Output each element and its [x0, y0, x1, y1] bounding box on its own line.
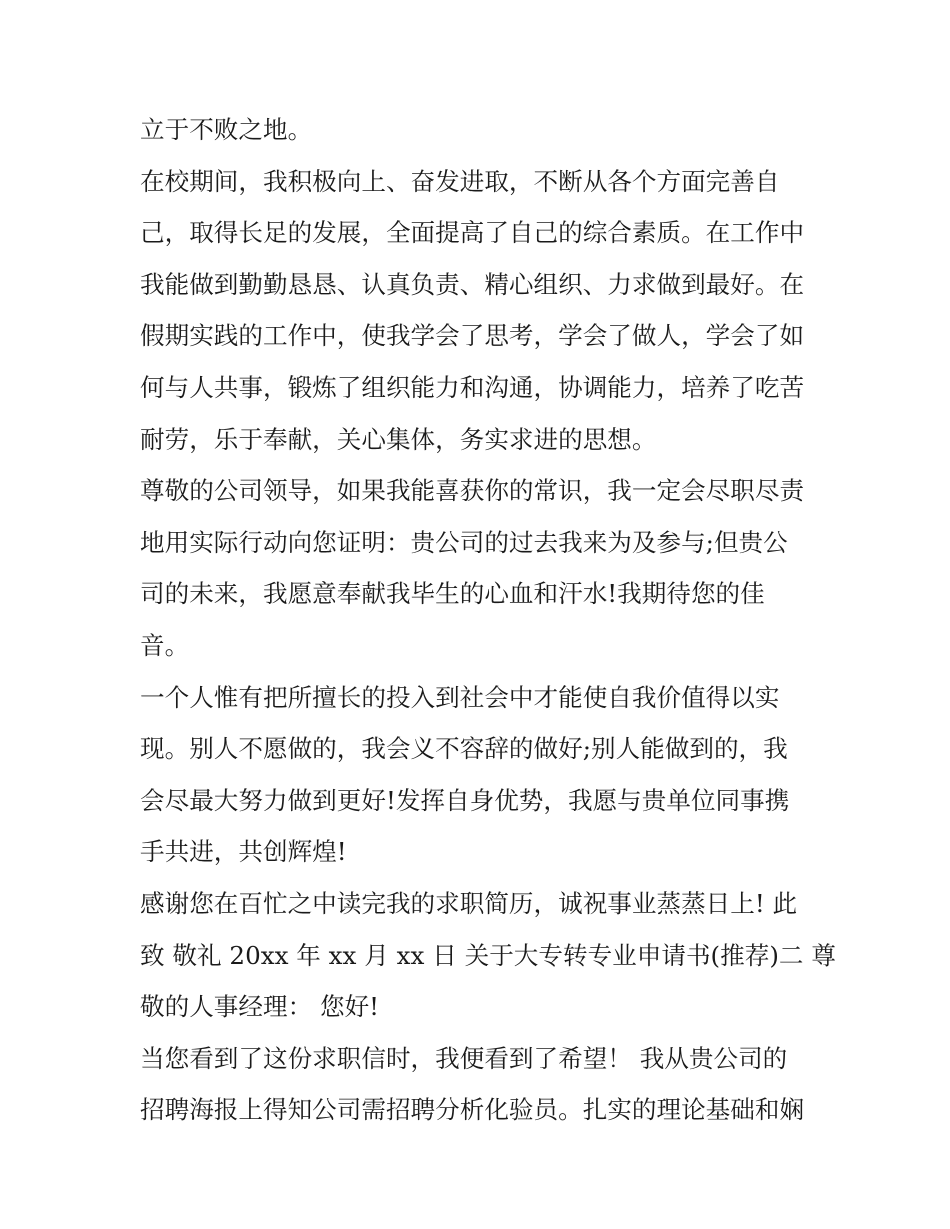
text-line: 在校期间，我积极向上、奋发进取，不断从各个方面完善自 — [140, 166, 780, 196]
text-line: 招聘海报上得知公司需招聘分析化验员。扎实的理论基础和娴 — [140, 1095, 805, 1125]
text-line: 一个人惟有把所擅长的投入到社会中才能使自我价值得以实 — [140, 682, 780, 712]
text-line: 立于不败之地。 — [140, 115, 313, 144]
text-line: 音。 — [140, 630, 190, 660]
text-line: 司的未来，我愿意奉献我毕生的心血和汗水!我期待您的佳 — [140, 579, 765, 609]
text-line: 感谢您在百忙之中读完我的求职简历，诚祝事业蒸蒸日上! 此 — [140, 888, 798, 918]
text-line: 现。别人不愿做的，我会义不容辞的做好;别人能做到的，我 — [140, 734, 788, 764]
document-body — [140, 104, 836, 1136]
text-line: 会尽最大努力做到更好!发挥自身优势，我愿与贵单位同事携 — [140, 785, 790, 815]
text-line: 手共进，共创辉煌! — [140, 837, 347, 867]
text-line: 己，取得长足的发展，全面提高了自己的综合素质。在工作中 — [140, 218, 805, 248]
text-line: 致 敬礼 20xx 年 xx 月 xx 日 关于大专转专业申请书(推荐)二 尊 — [140, 940, 836, 970]
text-line: 我能做到勤勤恳恳、认真负责、精心组织、力求做到最好。在 — [140, 269, 805, 299]
text-line: 敬的人事经理： 您好! — [140, 992, 380, 1022]
text-line: 耐劳，乐于奉献，关心集体，务实求进的思想。 — [140, 424, 657, 454]
text-line: 当您看到了这份求职信时，我便看到了希望！ 我从贵公司的 — [140, 1043, 788, 1073]
text-line: 地用实际行动向您证明：贵公司的过去我来为及参与;但贵公 — [140, 527, 788, 557]
text-line: 尊敬的公司领导，如果我能喜获你的常识，我一定会尽职尽责 — [140, 476, 805, 506]
text-line: 何与人共事，锻炼了组织能力和沟通，协调能力，培养了吃苦 — [140, 372, 805, 402]
text-line: 假期实践的工作中，使我学会了思考，学会了做人，学会了如 — [140, 321, 805, 351]
